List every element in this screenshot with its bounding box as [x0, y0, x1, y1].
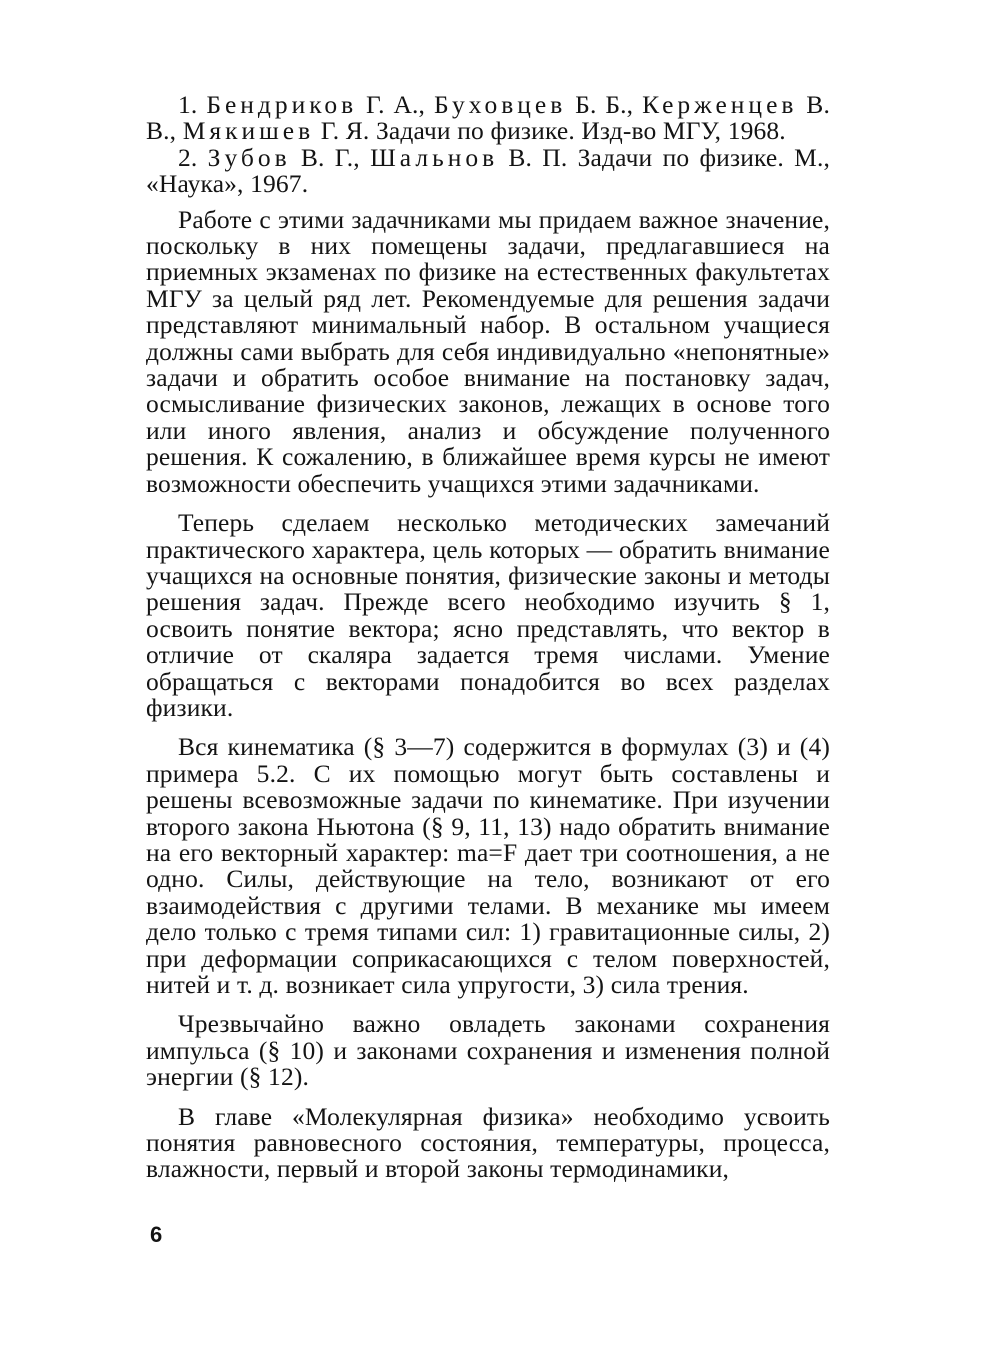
reference-author: Зубов	[207, 142, 291, 172]
reference-title: Г. Я. Задачи по физике. Изд-во МГУ, 1968.	[314, 116, 786, 146]
paragraph-conservation-laws: Чрезвычайно важно овладеть законами сохранения импульса (§ 10) и законами сохранения и изменения полной энергии (§ 12).	[146, 1009, 830, 1092]
reference-initials: В. В.,	[146, 90, 830, 146]
reference-item-2	[146, 142, 830, 199]
reference-item-1	[146, 92, 830, 145]
paragraph-textbooks: Работе с этими задачниками мы придаем важное значение, поскольку в них помещены задачи, предлагавшиеся на приемных экзаменах по физике на естественных факультетах МГУ за целый ряд лет. Рекомендуемые для решения задачи представляют минимальный набор. В остальном учащиеся должны сами выбрать для себя индивидуально «непонятные» задачи и обратить особое внимание на постановку задач, осмысливание физических законов, лежащих в основе того или иного явления, анализ и обсуждение полученного решения. К сожалению, в ближайшее время курсы не имеют возможности обеспечить учащихся этими задачниками.	[146, 204, 830, 498]
reference-author: Бендриков	[206, 90, 358, 119]
reference-author: Шальнов	[370, 142, 499, 172]
reference-author: Мякишев	[182, 116, 315, 146]
reference-author: Керженцев	[642, 90, 798, 119]
reference-initials: Б. Б.,	[566, 90, 643, 119]
paragraph-method-remarks: Теперь сделаем несколько методических замечаний практического характера, цель которых — обратить внимание учащихся на основные понятия, физические законы и методы решения задач. Прежде всего необходимо изучить § 1, освоить понятие вектора; ясно представлять, что вектор в отличие от скаляра задается тремя числами. Умение обращаться с векторами понадобится во всех разделах физики.	[146, 508, 830, 722]
reference-number: 2.	[178, 142, 198, 172]
reference-initials: Г. А.,	[357, 90, 434, 119]
reference-title: В. П. Задачи по физике. М., «Наука», 1967.	[146, 142, 830, 199]
reference-author: Буховцев	[433, 90, 567, 119]
page-number: 6	[150, 1222, 163, 1247]
paragraph-molecular-physics: В главе «Молекулярная физика» необходимо усвоить понятия равновесного состояния, температуры, процесса, влажности, первый и второй законы термодинамики,	[146, 1101, 830, 1184]
page-body-text	[146, 92, 830, 1183]
reference-initials: В. Г.,	[290, 142, 371, 172]
paragraph-kinematics: Вся кинематика (§ 3—7) содержится в формулах (3) и (4) примера 5.2. С их помощью могут быть составлены и решены всевозможные задачи по кинематике. При изучении второго закона Ньютона (§ 9, 11, 13) надо обратить внимание на его векторный характер: ma=F дает три соотношения, а не одно. Силы, действующие на тело, возникают от его взаимодействия с другими телами. В механике мы имеем дело только с тремя типами сил: 1) гравитационные силы, 2) при деформации соприкасающихся с телом поверхностей, нитей и т. д. возникает сила упругости, 3) сила трения.	[146, 732, 830, 999]
reference-number: 1.	[178, 90, 198, 119]
